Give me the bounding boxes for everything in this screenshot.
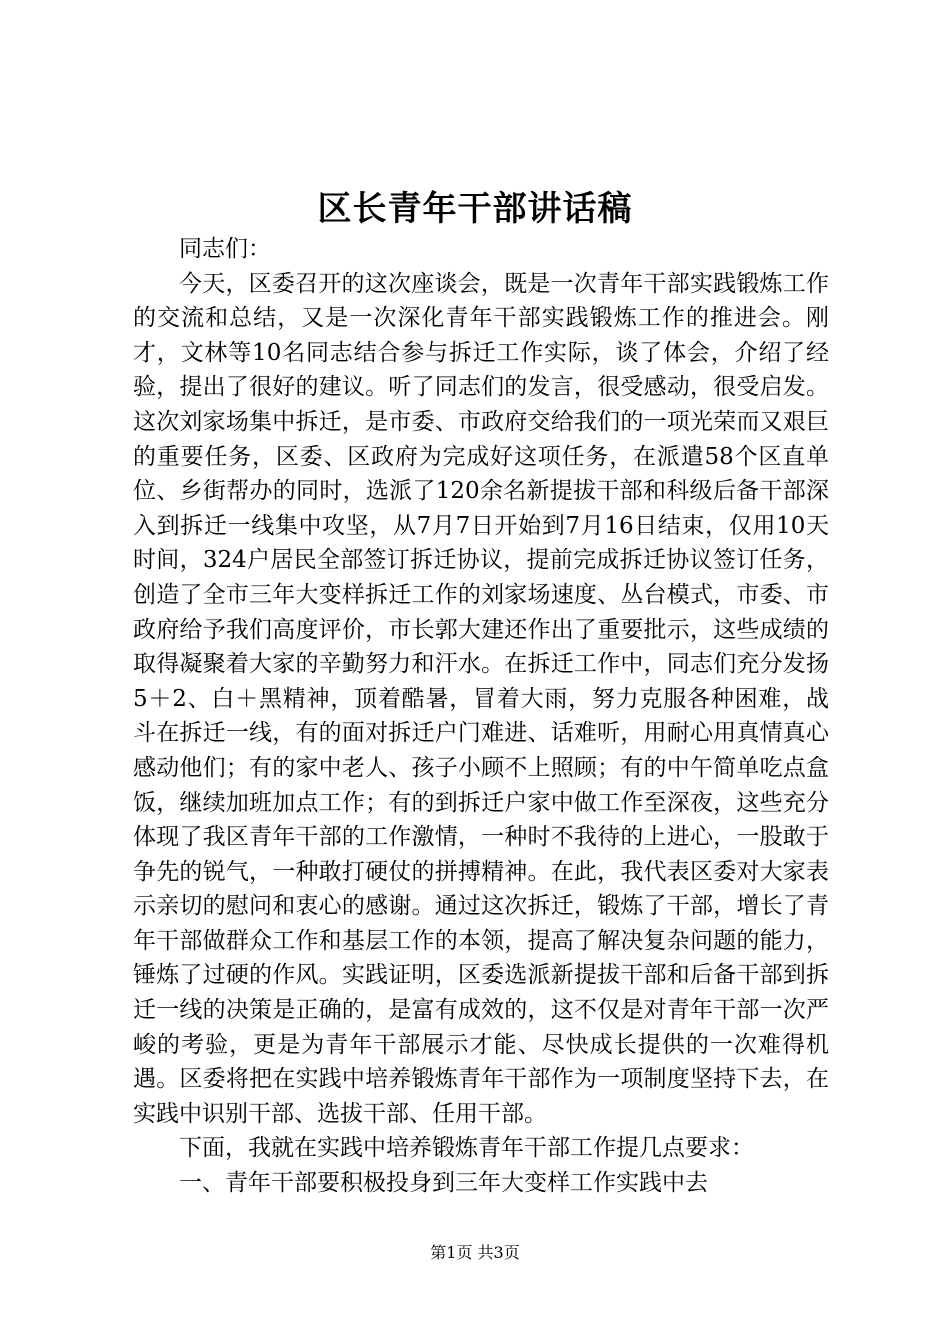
salutation: 同志们： — [179, 236, 271, 262]
paragraph-3-heading: 一、青年干部要积极投身到三年大变样工作实践中去 — [179, 1170, 708, 1197]
paragraph-1: 今天，区委召开的这次座谈会，既是一次青年干部实践锻炼工作的交流和总结，又是一次深化青年干部实践锻炼工作的推进会。刚才，文林等10名同志结合参与拆迁工作实际，谈了体会，介绍了经验，提出了很好的建议。听了同志们的发言，很受感动，很受启发。这次刘家场集中拆迁，是市委、市政府交给我们的一项光荣而又艰巨的重要任务，区委、区政府为完成好这项任务，在派遣58个区直单位、乡街帮办的同时，选派了120余名新提拔干部和科级后备干部深入到拆迁一线集中攻坚，从7月7日开始到7月16日结束，仅用10天时间，324户居民全部签订拆迁协议，提前完成拆迁协议签订任务，创造了全市三年大变样拆迁工作的刘家场速度、丛台模式，市委、市政府给予我们高度评价，市长郭大建还作出了重要批示，这些成绩的取得凝聚着大家的辛勤努力和汗水。在拆迁工作中，同志们充分发扬5＋2、白＋黑精神，顶着酷暑，冒着大雨，努力克服各种困难，战斗在拆迁一线，有的面对拆迁户门难进、话难听，用耐心用真情真心感动他们；有的家中老人、孩子小顾不上照顾；有的中午简单吃点盒饭，继续加班加点工作；有的到拆迁户家中做工作至深夜，这些充分体现了我区青年干部的工作激情，一种时不我待的上进心，一股敢于争先的锐气，一种敢打硬仗的拼搏精神。在此，我代表区委对大家表示亲切的慰问和衷心的感谢。通过这次拆迁，锻炼了干部，增长了青年干部做群众工作和基层工作的本领，提高了解决复杂问题的能力，锤炼了过硬的作风。实践证明，区委选派新提拔干部和后备干部到拆迁一线的决策是正确的，是富有成效的，这不仅是对青年干部一次严峻的考验，更是为青年干部展示才能、尽快成长提供的一次难得机遇。区委将把在实践中培养锻炼青年干部作为一项制度坚持下去，在实践中识别干部、选拔干部、任用干部。 — [133, 270, 829, 1127]
document-title: 区长青年干部讲话稿 — [317, 189, 633, 229]
page-number-footer: 第1页 共3页 — [430, 1243, 520, 1262]
document-body — [133, 232, 829, 1201]
paragraph-2: 下面，我就在实践中培养锻炼青年干部工作提几点要求： — [179, 1135, 754, 1162]
